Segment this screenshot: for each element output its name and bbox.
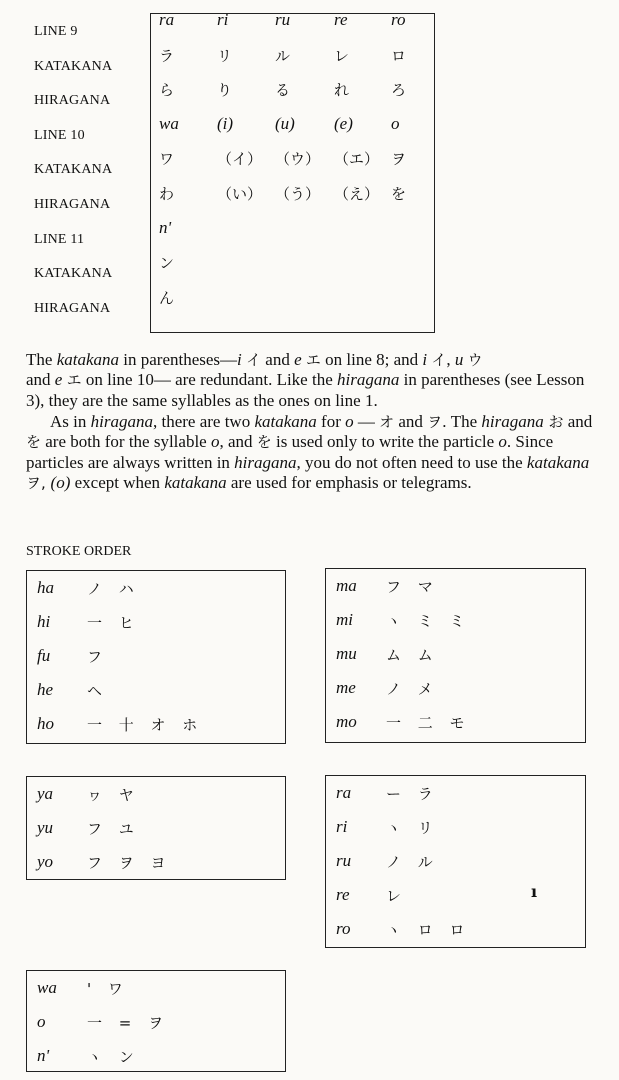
text: As in bbox=[50, 412, 91, 431]
text: are both for the syllable bbox=[41, 432, 211, 452]
kana-cell: ん bbox=[159, 289, 175, 307]
stroke-romaji: ro bbox=[336, 919, 351, 938]
kana-cell: （イ） bbox=[217, 150, 263, 168]
text: and bbox=[261, 350, 295, 369]
stroke-row bbox=[27, 646, 285, 680]
stroke-romaji: ra bbox=[336, 783, 352, 802]
text: hiragana bbox=[234, 452, 297, 472]
text: are used for emphasis or telegrams. bbox=[226, 472, 472, 492]
row-label: HIRAGANA bbox=[34, 301, 111, 316]
romaji-cell: (i) bbox=[217, 114, 234, 133]
text: o bbox=[210, 432, 220, 452]
text: is used only to write the particle bbox=[271, 432, 499, 452]
kana-table-row bbox=[151, 252, 434, 286]
text: . Since particles are always written in bbox=[26, 432, 554, 472]
romaji-cell: ri bbox=[217, 10, 229, 29]
text: katakana bbox=[56, 350, 120, 369]
kana-table-row bbox=[151, 45, 434, 79]
stroke-row bbox=[27, 1046, 285, 1080]
row-label: LINE 11 bbox=[34, 232, 85, 247]
text: katakana bbox=[254, 412, 317, 431]
paragraph-two-katakana-for-o bbox=[26, 412, 606, 493]
stroke-row bbox=[326, 678, 585, 712]
kana-table-row bbox=[151, 114, 434, 148]
kana-cell: ヲ bbox=[391, 150, 407, 168]
text: The bbox=[26, 350, 57, 369]
stroke-sequence: ノ ル bbox=[386, 853, 439, 871]
stroke-row bbox=[27, 680, 285, 714]
stroke-sequence: ム ム bbox=[386, 646, 439, 664]
kana: ヲ bbox=[427, 413, 443, 431]
kana-table-row bbox=[151, 148, 434, 182]
text: o bbox=[345, 412, 354, 431]
kana: イ bbox=[246, 351, 262, 369]
stroke-romaji: ha bbox=[37, 578, 54, 597]
stroke-sequence: 一 二 モ bbox=[386, 714, 471, 732]
kana: ヲ, bbox=[26, 473, 51, 492]
kana-cell: を bbox=[391, 185, 407, 203]
stroke-sequence: レ bbox=[386, 887, 408, 905]
stroke-romaji: he bbox=[37, 680, 54, 699]
romaji-cell: re bbox=[334, 10, 348, 29]
text: and bbox=[26, 370, 55, 390]
stroke-romaji: ri bbox=[336, 817, 348, 836]
kana-cell: ワ bbox=[159, 150, 175, 168]
text: for bbox=[316, 412, 346, 431]
stroke-romaji: ma bbox=[336, 576, 357, 595]
stroke-row bbox=[27, 578, 285, 612]
stroke-row bbox=[27, 784, 285, 818]
kana-table bbox=[150, 10, 435, 333]
kana-cell: ら bbox=[159, 81, 175, 99]
text: . The bbox=[442, 412, 482, 431]
text: and bbox=[394, 412, 428, 431]
row-label: LINE 9 bbox=[34, 24, 78, 39]
stroke-row bbox=[326, 919, 585, 953]
stroke-row bbox=[326, 610, 585, 644]
romaji-cell: ra bbox=[159, 10, 175, 29]
kana-cell: ロ bbox=[391, 47, 407, 65]
kana: エ bbox=[305, 351, 321, 369]
text: o bbox=[498, 432, 507, 452]
stroke-sequence: ' ワ bbox=[87, 980, 129, 998]
stroke-row bbox=[326, 576, 585, 610]
stroke-romaji: n' bbox=[37, 1046, 50, 1065]
stroke-sequence: ヽ ロ ロ bbox=[386, 921, 471, 939]
row-label: KATAKANA bbox=[34, 162, 113, 177]
stroke-sequence: ヽ ン bbox=[87, 1048, 140, 1066]
text: katakana bbox=[164, 472, 227, 492]
stroke-romaji: ru bbox=[336, 851, 352, 870]
stroke-row bbox=[326, 851, 585, 885]
kana: を bbox=[256, 433, 272, 452]
kana: お bbox=[543, 413, 564, 431]
kana-table-row bbox=[151, 218, 434, 252]
row-label: KATAKANA bbox=[34, 266, 113, 281]
romaji-cell: wa bbox=[159, 114, 179, 133]
text: u bbox=[454, 350, 464, 369]
text: in parentheses (see Lesson 3), they are the same syllables as the ones on line 1. bbox=[26, 370, 585, 410]
kana-cell: リ bbox=[217, 47, 233, 65]
stroke-box-ha-row bbox=[26, 570, 286, 744]
stroke-sequence: ノ メ bbox=[386, 680, 439, 698]
romaji-cell: (e) bbox=[334, 114, 353, 133]
stroke-sequence: フ ヲ ヨ bbox=[87, 854, 172, 872]
text: hiragana bbox=[337, 370, 400, 390]
text: e bbox=[54, 370, 63, 390]
row-label: HIRAGANA bbox=[34, 197, 111, 212]
kana: ウ bbox=[467, 351, 483, 369]
stroke-row bbox=[326, 885, 585, 919]
kana-cell: ン bbox=[159, 254, 175, 272]
romaji-cell: n' bbox=[159, 218, 172, 237]
kana-cell: れ bbox=[334, 81, 350, 99]
stroke-romaji: mo bbox=[336, 712, 357, 731]
stroke-sequence: ヮ ヤ bbox=[87, 786, 140, 804]
kana: を bbox=[26, 433, 42, 452]
text: and bbox=[563, 412, 593, 431]
kana-cell: ラ bbox=[159, 47, 175, 65]
kana-cell: り bbox=[217, 81, 233, 99]
stroke-sequence: ヘ bbox=[87, 682, 109, 700]
stroke-sequence: ー ラ bbox=[386, 785, 439, 803]
stroke-row bbox=[326, 783, 585, 817]
row-label: LINE 10 bbox=[34, 128, 85, 143]
text: — bbox=[353, 412, 380, 431]
text: (o) bbox=[50, 472, 71, 492]
kana: エ bbox=[66, 371, 82, 390]
kana-table-row bbox=[151, 10, 434, 44]
kana-cell: （い） bbox=[217, 185, 263, 203]
romaji-cell: ro bbox=[391, 10, 406, 29]
romaji-cell: o bbox=[391, 114, 400, 133]
kana-table-row bbox=[151, 183, 434, 217]
romaji-cell: (u) bbox=[275, 114, 295, 133]
stroke-row bbox=[27, 852, 285, 886]
stroke-sequence: 一 = ヲ bbox=[87, 1014, 170, 1032]
romaji-cell: ru bbox=[275, 10, 291, 29]
row-label: HIRAGANA bbox=[34, 93, 111, 108]
stroke-sequence: ヽ ミ ミ bbox=[386, 612, 471, 630]
stroke-row bbox=[326, 817, 585, 851]
text: hiragana bbox=[90, 412, 153, 431]
stroke-row bbox=[27, 1012, 285, 1046]
kana-cell: わ bbox=[159, 185, 175, 203]
text: hiragana bbox=[481, 412, 544, 431]
kana-cell: る bbox=[275, 81, 291, 99]
text: katakana bbox=[526, 452, 590, 472]
stroke-row bbox=[27, 818, 285, 852]
text: , bbox=[446, 350, 455, 369]
stroke-sequence: ヽ リ bbox=[386, 819, 439, 837]
kana-cell: （え） bbox=[334, 185, 380, 203]
kana-cell: （エ） bbox=[334, 150, 380, 168]
stroke-order-heading: STROKE ORDER bbox=[26, 544, 132, 559]
text: except when bbox=[70, 472, 165, 492]
text: , and bbox=[219, 432, 257, 452]
stroke-box-ma-row bbox=[325, 568, 586, 743]
kana-cell: ル bbox=[275, 47, 291, 65]
stroke-sequence: フ ユ bbox=[87, 820, 140, 838]
stroke-romaji: ya bbox=[37, 784, 54, 803]
stroke-sequence: ノ ハ bbox=[87, 580, 140, 598]
text: in parentheses— bbox=[119, 350, 238, 369]
kana-cell: （う） bbox=[275, 185, 321, 203]
stroke-sequence: 一 十 オ ホ bbox=[87, 716, 204, 734]
stroke-romaji: mu bbox=[336, 644, 357, 663]
stroke-sequence: フ bbox=[87, 648, 109, 666]
stroke-romaji: re bbox=[336, 885, 350, 904]
kana-table-row bbox=[151, 287, 434, 321]
stroke-romaji: mi bbox=[336, 610, 353, 629]
stroke-row bbox=[326, 644, 585, 678]
stroke-romaji: ho bbox=[37, 714, 54, 733]
stroke-box-ya-row bbox=[26, 776, 286, 880]
stroke-row bbox=[27, 978, 285, 1012]
kana-cell: （ウ） bbox=[275, 150, 321, 168]
stroke-box-wa-row bbox=[26, 970, 286, 1072]
row-label: KATAKANA bbox=[34, 59, 113, 74]
stroke-romaji: me bbox=[336, 678, 356, 697]
kana-cell: ろ bbox=[391, 81, 407, 99]
text: on line 10— are redundant. Like the bbox=[81, 370, 337, 390]
kana-table-row bbox=[151, 79, 434, 113]
stroke-romaji: fu bbox=[37, 646, 51, 665]
stroke-box-ra-row bbox=[325, 775, 586, 948]
stroke-sequence: 一 ヒ bbox=[87, 614, 140, 632]
stroke-row bbox=[27, 612, 285, 646]
stroke-row bbox=[326, 712, 585, 746]
kana-cell: レ bbox=[334, 47, 350, 65]
stroke-row bbox=[27, 714, 285, 748]
stroke-romaji: o bbox=[37, 1012, 46, 1031]
stroke-romaji: wa bbox=[37, 978, 57, 997]
text: on line 8; and bbox=[320, 350, 423, 369]
text: , you do not often need to use the bbox=[296, 452, 527, 472]
kana: イ bbox=[431, 351, 447, 369]
stroke-sequence: フ マ bbox=[386, 578, 439, 596]
text: i bbox=[422, 350, 428, 369]
kana: オ bbox=[379, 413, 395, 431]
stroke-romaji: yo bbox=[37, 852, 54, 871]
text: e bbox=[294, 350, 302, 369]
text: , there are two bbox=[152, 412, 255, 431]
stray-mark: ı bbox=[531, 882, 538, 901]
text: i bbox=[237, 350, 242, 369]
paragraph-redundant-katakana bbox=[26, 350, 606, 411]
stroke-romaji: yu bbox=[37, 818, 54, 837]
stroke-romaji: hi bbox=[37, 612, 51, 631]
